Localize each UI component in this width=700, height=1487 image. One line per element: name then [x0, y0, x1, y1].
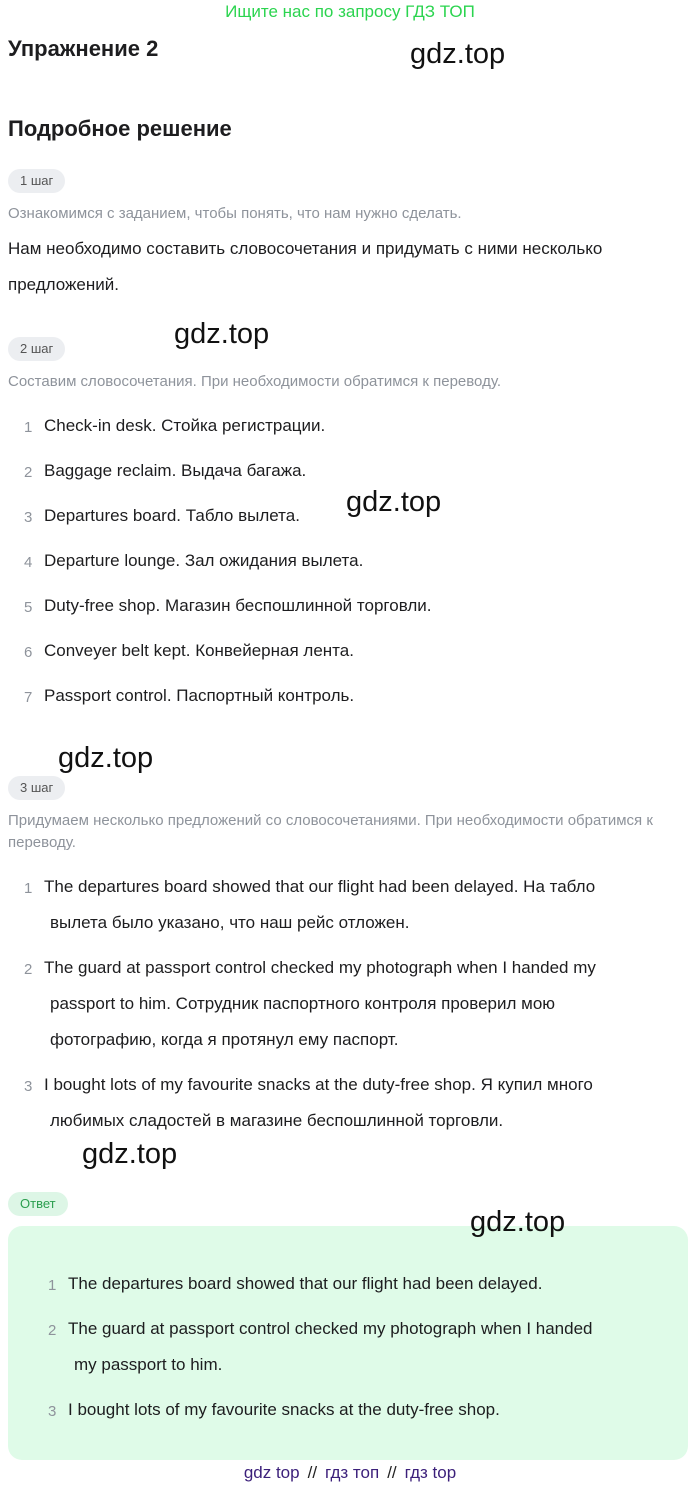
list-item [0, 461, 680, 485]
step-2-badge: 2 шаг [8, 337, 65, 361]
list-item [0, 551, 680, 575]
item-number: 1 [24, 880, 33, 897]
item-line: my passport to him. [74, 1355, 223, 1374]
item-number: 2 [48, 1322, 57, 1339]
item-line: I bought lots of my favourite snacks at the duty-free shop. [68, 1400, 500, 1419]
item-number: 3 [48, 1403, 57, 1420]
item-line: passport to him. Сотрудник паспортного контроля проверил мою [50, 994, 556, 1013]
item-number: 2 [24, 464, 33, 481]
list-item [0, 1319, 690, 1391]
answer-badge: Ответ [8, 1192, 68, 1216]
list-item [0, 506, 680, 530]
item-text: Departure lounge. Зал ожидания вылета. [44, 551, 364, 570]
item-text: Check-in desk. Стойка регистрации. [44, 416, 326, 435]
list-item [0, 641, 680, 665]
step-2-hint: Составим словосочетания. При необходимости обратимся к переводу. [8, 373, 501, 390]
footer-links [0, 1460, 700, 1486]
watermark: gdz.top [82, 1138, 178, 1170]
footer-link[interactable]: gdz top [243, 1463, 300, 1482]
item-number: 5 [24, 599, 33, 616]
item-line: The guard at passport control checked my photograph when I handed [68, 1319, 593, 1338]
search-banner: Ищите нас по запросу ГДЗ ТОП [225, 2, 475, 21]
watermark: gdz.top [174, 318, 270, 350]
list-item [0, 877, 690, 949]
item-text: Conveyer belt kept. Конвейерная лента. [44, 641, 354, 660]
item-number: 4 [24, 554, 33, 571]
step-1-badge: 1 шаг [8, 169, 65, 193]
item-line: The guard at passport control checked my photograph when I handed my [44, 958, 596, 977]
item-number: 2 [24, 961, 33, 978]
item-text: Duty-free shop. Магазин беспошлинной торговли. [44, 596, 432, 615]
item-number: 6 [24, 644, 33, 661]
item-line: любимых сладостей в магазине беспошлинной торговли. [50, 1111, 504, 1130]
item-text: Passport control. Паспортный контроль. [44, 686, 355, 705]
footer-link[interactable]: гдз топ [325, 1463, 380, 1482]
item-line: I bought lots of my favourite snacks at the duty-free shop. Я купил много [44, 1075, 593, 1094]
item-line: The departures board showed that our flight had been delayed. На табло [44, 877, 596, 896]
item-line: The departures board showed that our flight had been delayed. [68, 1274, 543, 1293]
list-item [0, 1075, 690, 1147]
item-line: фотографию, когда я протянул ему паспорт. [50, 1030, 399, 1049]
watermark: gdz.top [346, 486, 442, 518]
item-number: 3 [24, 1078, 33, 1095]
section-title: Подробное решение [8, 116, 232, 141]
item-text: Baggage reclaim. Выдача багажа. [44, 461, 307, 480]
watermark: gdz.top [470, 1206, 566, 1238]
item-number: 3 [24, 509, 33, 526]
watermark: gdz.top [58, 742, 154, 774]
footer-separator: // [387, 1463, 397, 1482]
item-number: 7 [24, 689, 33, 706]
item-number: 1 [24, 419, 33, 436]
list-item [0, 416, 680, 440]
item-line: вылета было указано, что наш рейс отложен. [50, 913, 410, 932]
step-3-badge: 3 шаг [8, 776, 65, 800]
watermark: gdz.top [410, 38, 506, 70]
step-1-text: Нам необходимо составить словосочетания и придумать с ними несколько предложений. [8, 239, 603, 294]
list-item [0, 596, 680, 620]
step-1-hint: Ознакомимся с заданием, чтобы понять, что нам нужно сделать. [8, 205, 462, 222]
list-item [0, 1400, 690, 1436]
item-text: Departures board. Табло вылета. [44, 506, 300, 525]
list-item [0, 958, 690, 1066]
step-3-hint: Придумаем несколько предложений со словосочетаниями. При необходимости обратимся к переводу. [8, 812, 653, 851]
list-item [0, 1274, 690, 1310]
footer-separator: // [307, 1463, 318, 1482]
list-item [0, 686, 680, 710]
page-title: Упражнение 2 [8, 36, 159, 61]
footer-link[interactable]: гдз top [404, 1463, 457, 1482]
item-number: 1 [48, 1277, 57, 1294]
